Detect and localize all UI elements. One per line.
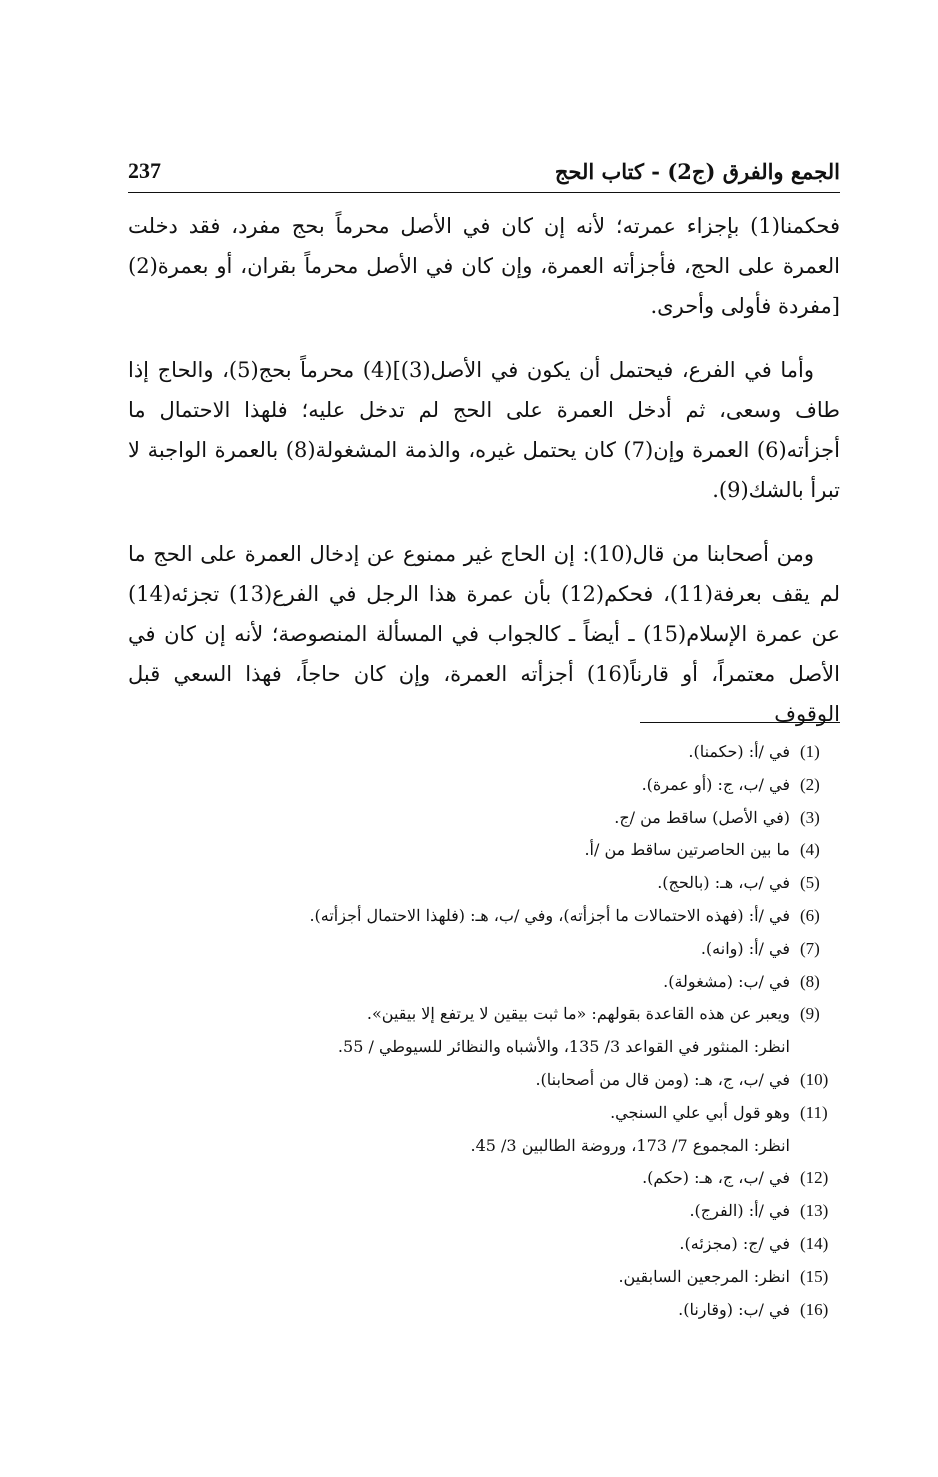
footnotes <box>128 736 840 1326</box>
footnote-number: (1) <box>800 742 820 761</box>
footnote <box>128 1294 840 1327</box>
paragraph: وأما في الفرع، فيحتمل أن يكون في الأصل(3)](4) محرماً بحج(5)، والحاج إذا طاف وسعى، ثم أدخل العمرة على الحج لم تدخل عليه؛ فلهذا الاحتمال ما أجزأته(6) العمرة وإن(7) كان يحتمل غيره، والذمة المشغولة(8) بالعمرة الواجبة لا تبرأ بالشك(9). <box>128 358 840 502</box>
footnote-text: في /ب، ج: (أو عمرة). <box>641 774 790 794</box>
footnote <box>128 998 840 1031</box>
paragraph: فحكمنا(1) بإجزاء عمرته؛ لأنه إن كان في الأصل محرماً بحج مفرد، فقد دخلت العمرة على الحج، فأجزأته العمرة، وإن كان في الأصل محرماً بقران، أو بعمرة(2) [مفردة فأولى وأحرى. <box>128 214 840 318</box>
footnote-text: في /ب، هـ: (بالحج). <box>657 873 790 893</box>
footnote-text: في /ب: (وقارنا). <box>678 1299 790 1319</box>
running-title: الجمع والفرق (ج2) - كتاب الحج <box>554 158 840 184</box>
page-header <box>128 150 840 193</box>
footnote-text: في /ب: (مشغولة). <box>663 971 790 991</box>
footnote <box>128 1261 840 1294</box>
footnote-number: (13) <box>800 1201 829 1221</box>
footnote <box>128 867 840 900</box>
footnote <box>128 933 840 966</box>
footnote <box>128 900 840 933</box>
footnote-text: في /ب، ج، هـ: (حكم). <box>642 1168 790 1188</box>
footnote-text: وهو قول أبي علي السنجي. <box>610 1102 790 1122</box>
footnote-number: (7) <box>800 938 820 958</box>
footnote-number: (12) <box>800 1168 829 1188</box>
footnote-number: (6) <box>800 905 820 925</box>
footnote-number: (2) <box>800 774 820 794</box>
main-text <box>128 206 840 758</box>
footnote-number: (16) <box>800 1299 829 1319</box>
footnote-text: في /أ: (وانه). <box>700 938 790 958</box>
footnote-text: (في الأصل) ساقط من /ج. <box>614 807 790 827</box>
footnote-text: في /ب، ج، هـ: (ومن قال من أصحابنا). <box>535 1069 790 1089</box>
footnote-text: ما بين الحاصرتين ساقط من /أ. <box>584 840 790 860</box>
footnote-continuation: انظر: المنثور في القواعد 3/ 135، والأشباه والنظائر للسيوطي / 55. <box>337 1037 790 1057</box>
footnote <box>128 1162 840 1195</box>
footnote <box>128 736 840 769</box>
footnote-number: (14) <box>800 1233 829 1253</box>
footnote-number: (4) <box>800 840 820 860</box>
footnote <box>128 1228 840 1261</box>
footnote-number: (8) <box>800 971 820 991</box>
footnote-text: في /أ: (فهذه الاحتمالات ما أجزأته)، وفي /ب، هـ: (فلهذا الاحتمال أجزأته). <box>309 905 790 925</box>
footnote-text: في /أ: (الفرج). <box>689 1201 790 1221</box>
paragraph: ومن أصحابنا من قال(10): إن الحاج غير ممنوع عن إدخال العمرة على الحج ما لم يقف بعرفة(11)، فحكم(12) بأن عمرة هذا الرجل في الفرع(13) تجزئه(14) عن عمرة الإسلام(15) ـ أيضاً ـ كالجواب في المسألة المنصوصة؛ لأنه إن كان في الأصل معتمراً، أو قارناً(16) أجزأته العمرة، وإن كان حاجاً، فهذا السعي قبل الوقوف <box>128 542 841 726</box>
footnote <box>128 769 840 802</box>
footnote-number: (10) <box>800 1069 829 1089</box>
footnote-number: (3) <box>800 807 820 827</box>
footnote <box>128 802 840 835</box>
page-number: 237 <box>128 158 161 183</box>
footnote <box>128 1097 840 1130</box>
footnote-number: (15) <box>800 1266 829 1286</box>
footnote <box>128 1064 840 1097</box>
footnote-text: انظر: المرجعين السابقين. <box>618 1266 790 1286</box>
footnote-text: في /أ: (حكمنا). <box>688 742 790 761</box>
footnote-number: (11) <box>800 1102 828 1122</box>
footnote <box>128 966 840 999</box>
footnote-divider <box>640 722 840 723</box>
footnote-continuation: انظر: المجموع 7/ 173، وروضة الطالبين 3/ 45. <box>470 1135 790 1155</box>
footnote-number: (9) <box>800 1004 820 1024</box>
footnote-text: في /ج: (مجزئه). <box>679 1233 790 1253</box>
footnote <box>128 1195 840 1228</box>
footnote <box>128 834 840 867</box>
footnote-number: (5) <box>800 873 820 893</box>
footnote-text: ويعبر عن هذه القاعدة بقولهم: «ما ثبت بيقين لا يرتفع إلا بيقين». <box>366 1004 790 1024</box>
